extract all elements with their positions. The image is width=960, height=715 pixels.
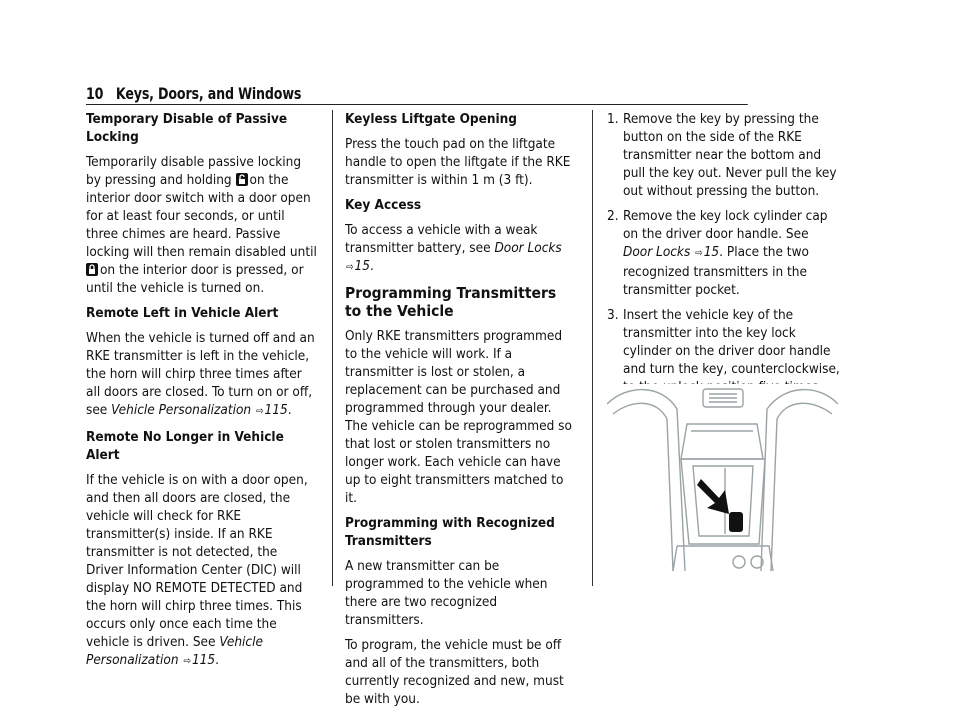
- column-1: [86, 110, 318, 678]
- paragraph-recognized-1: A new transmitter can be programmed to the vehicle when there are two recognized transmitters.: [345, 558, 548, 628]
- paragraph-keyless-liftgate: Press the touch pad on the liftgate handle to open the liftgate if the RKE transmitter is within 1 m (3 ft).: [345, 136, 571, 188]
- paragraph-programming: Only RKE transmitters programmed to the vehicle will work. If a transmitter is lost or stolen, a replacement can be purchased and programmed through your dealer. The vehicle can be reprogrammed so that lost or stolen transmitters no longer work. Each vehicle can have up to eight transmitters matched to it.: [345, 328, 572, 506]
- step-text: Remove the key by pressing the button on the side of the RKE transmitter near the bottom and pull the key out. Never pull the key out without pressing the button.: [623, 111, 837, 199]
- paragraph-remote-left: [86, 329, 318, 421]
- heading-remote-left: Remote Left in Vehicle Alert: [86, 305, 279, 321]
- link-door-locks[interactable]: Door Locks: [494, 240, 562, 256]
- heading-remote-no-longer: Remote No Longer in Vehicle Alert: [86, 429, 284, 463]
- link-page-115-2[interactable]: 115: [191, 652, 216, 668]
- column-divider-2: [592, 110, 593, 586]
- heading-key-access: Key Access: [345, 197, 422, 213]
- step-text-b: . Place the two recognized transmitters in the transmitter pocket.: [623, 244, 809, 298]
- unlock-icon: [236, 173, 248, 186]
- column-divider-1: [332, 110, 333, 586]
- remote-left-text: When the vehicle is turned off and an RKE transmitter is left in the vehicle, the horn will chirp three times after all doors are closed. To turn on or off, see: [86, 330, 315, 418]
- heading-recognized-transmitters: Programming with Recognized Transmitters: [345, 515, 555, 549]
- step-number: 1.: [607, 111, 619, 127]
- paragraph-recognized-2: To program, the vehicle must be off and all of the transmitters, both currently recognized and new, must be with you.: [345, 637, 564, 707]
- console-transmitter-pocket-illustration: [607, 384, 838, 571]
- page-ref-icon: ⇨: [183, 656, 191, 667]
- link-page-15[interactable]: 15: [354, 258, 370, 274]
- link-vehicle-personalization[interactable]: Vehicle Personalization: [111, 402, 252, 418]
- step-number: 3.: [607, 307, 619, 323]
- passive-text-3: on the interior door is pressed, or until the vehicle is turned on.: [86, 262, 304, 296]
- remote-no-longer-text: If the vehicle is on with a door open, and then all doors are closed, the vehicle will check for RKE transmitter(s) inside. If an RKE transmitter is not detected, the Driver Information Center (DIC) will display NO REMOTE DETECTED and the horn will chirp three times. This occurs only once each time the vehicle is driven. See: [86, 472, 308, 650]
- link-page-15-2[interactable]: 15: [703, 244, 720, 260]
- heading-passive-locking: Temporary Disable of Passive Locking: [86, 111, 288, 145]
- console-diagram: [607, 384, 838, 571]
- paragraph-remote-no-longer: [86, 471, 318, 671]
- lock-icon: [86, 263, 98, 276]
- column-2: [345, 110, 577, 715]
- page-ref-icon: ⇨: [255, 406, 264, 417]
- section-title: Keys, Doors, and Windows: [115, 84, 302, 103]
- paragraph-passive-locking: [86, 153, 318, 297]
- page-number: 10: [86, 84, 104, 103]
- page-ref-icon: ⇨: [346, 262, 354, 273]
- page-ref-icon: ⇨: [695, 248, 703, 259]
- passive-text-1: Temporarily disable passive locking by pressing and holding: [86, 154, 302, 188]
- step-number: 2.: [607, 208, 619, 224]
- passive-text-2: on the interior door switch with a door open for at least four seconds, or until three chimes are heard. Passive locking will then remain disabled until: [86, 172, 317, 260]
- step-2: [607, 207, 841, 299]
- page-header: [86, 84, 748, 105]
- period: .: [215, 652, 219, 668]
- link-page-115[interactable]: 115: [264, 402, 288, 418]
- link-vehicle-personalization-2[interactable]: Vehicle Personalization: [86, 634, 263, 668]
- paragraph-key-access: [345, 221, 577, 277]
- heading-keyless-liftgate: Keyless Liftgate Opening: [345, 111, 517, 127]
- step-1: [607, 110, 841, 200]
- step-text: Insert the vehicle key of the transmitter into the key lock cylinder on the driver door handle and turn the key, counterclockwise,: [623, 307, 840, 377]
- link-door-locks-2[interactable]: Door Locks: [623, 244, 691, 260]
- period: .: [370, 258, 374, 274]
- step-text: Remove the key lock cylinder cap on the driver door handle. See: [623, 208, 828, 242]
- heading-programming-transmitters: Programming Transmitters to the Vehicle: [345, 284, 557, 320]
- period: .: [287, 402, 292, 418]
- key-access-text: To access a vehicle with a weak transmitter battery, see: [345, 222, 538, 256]
